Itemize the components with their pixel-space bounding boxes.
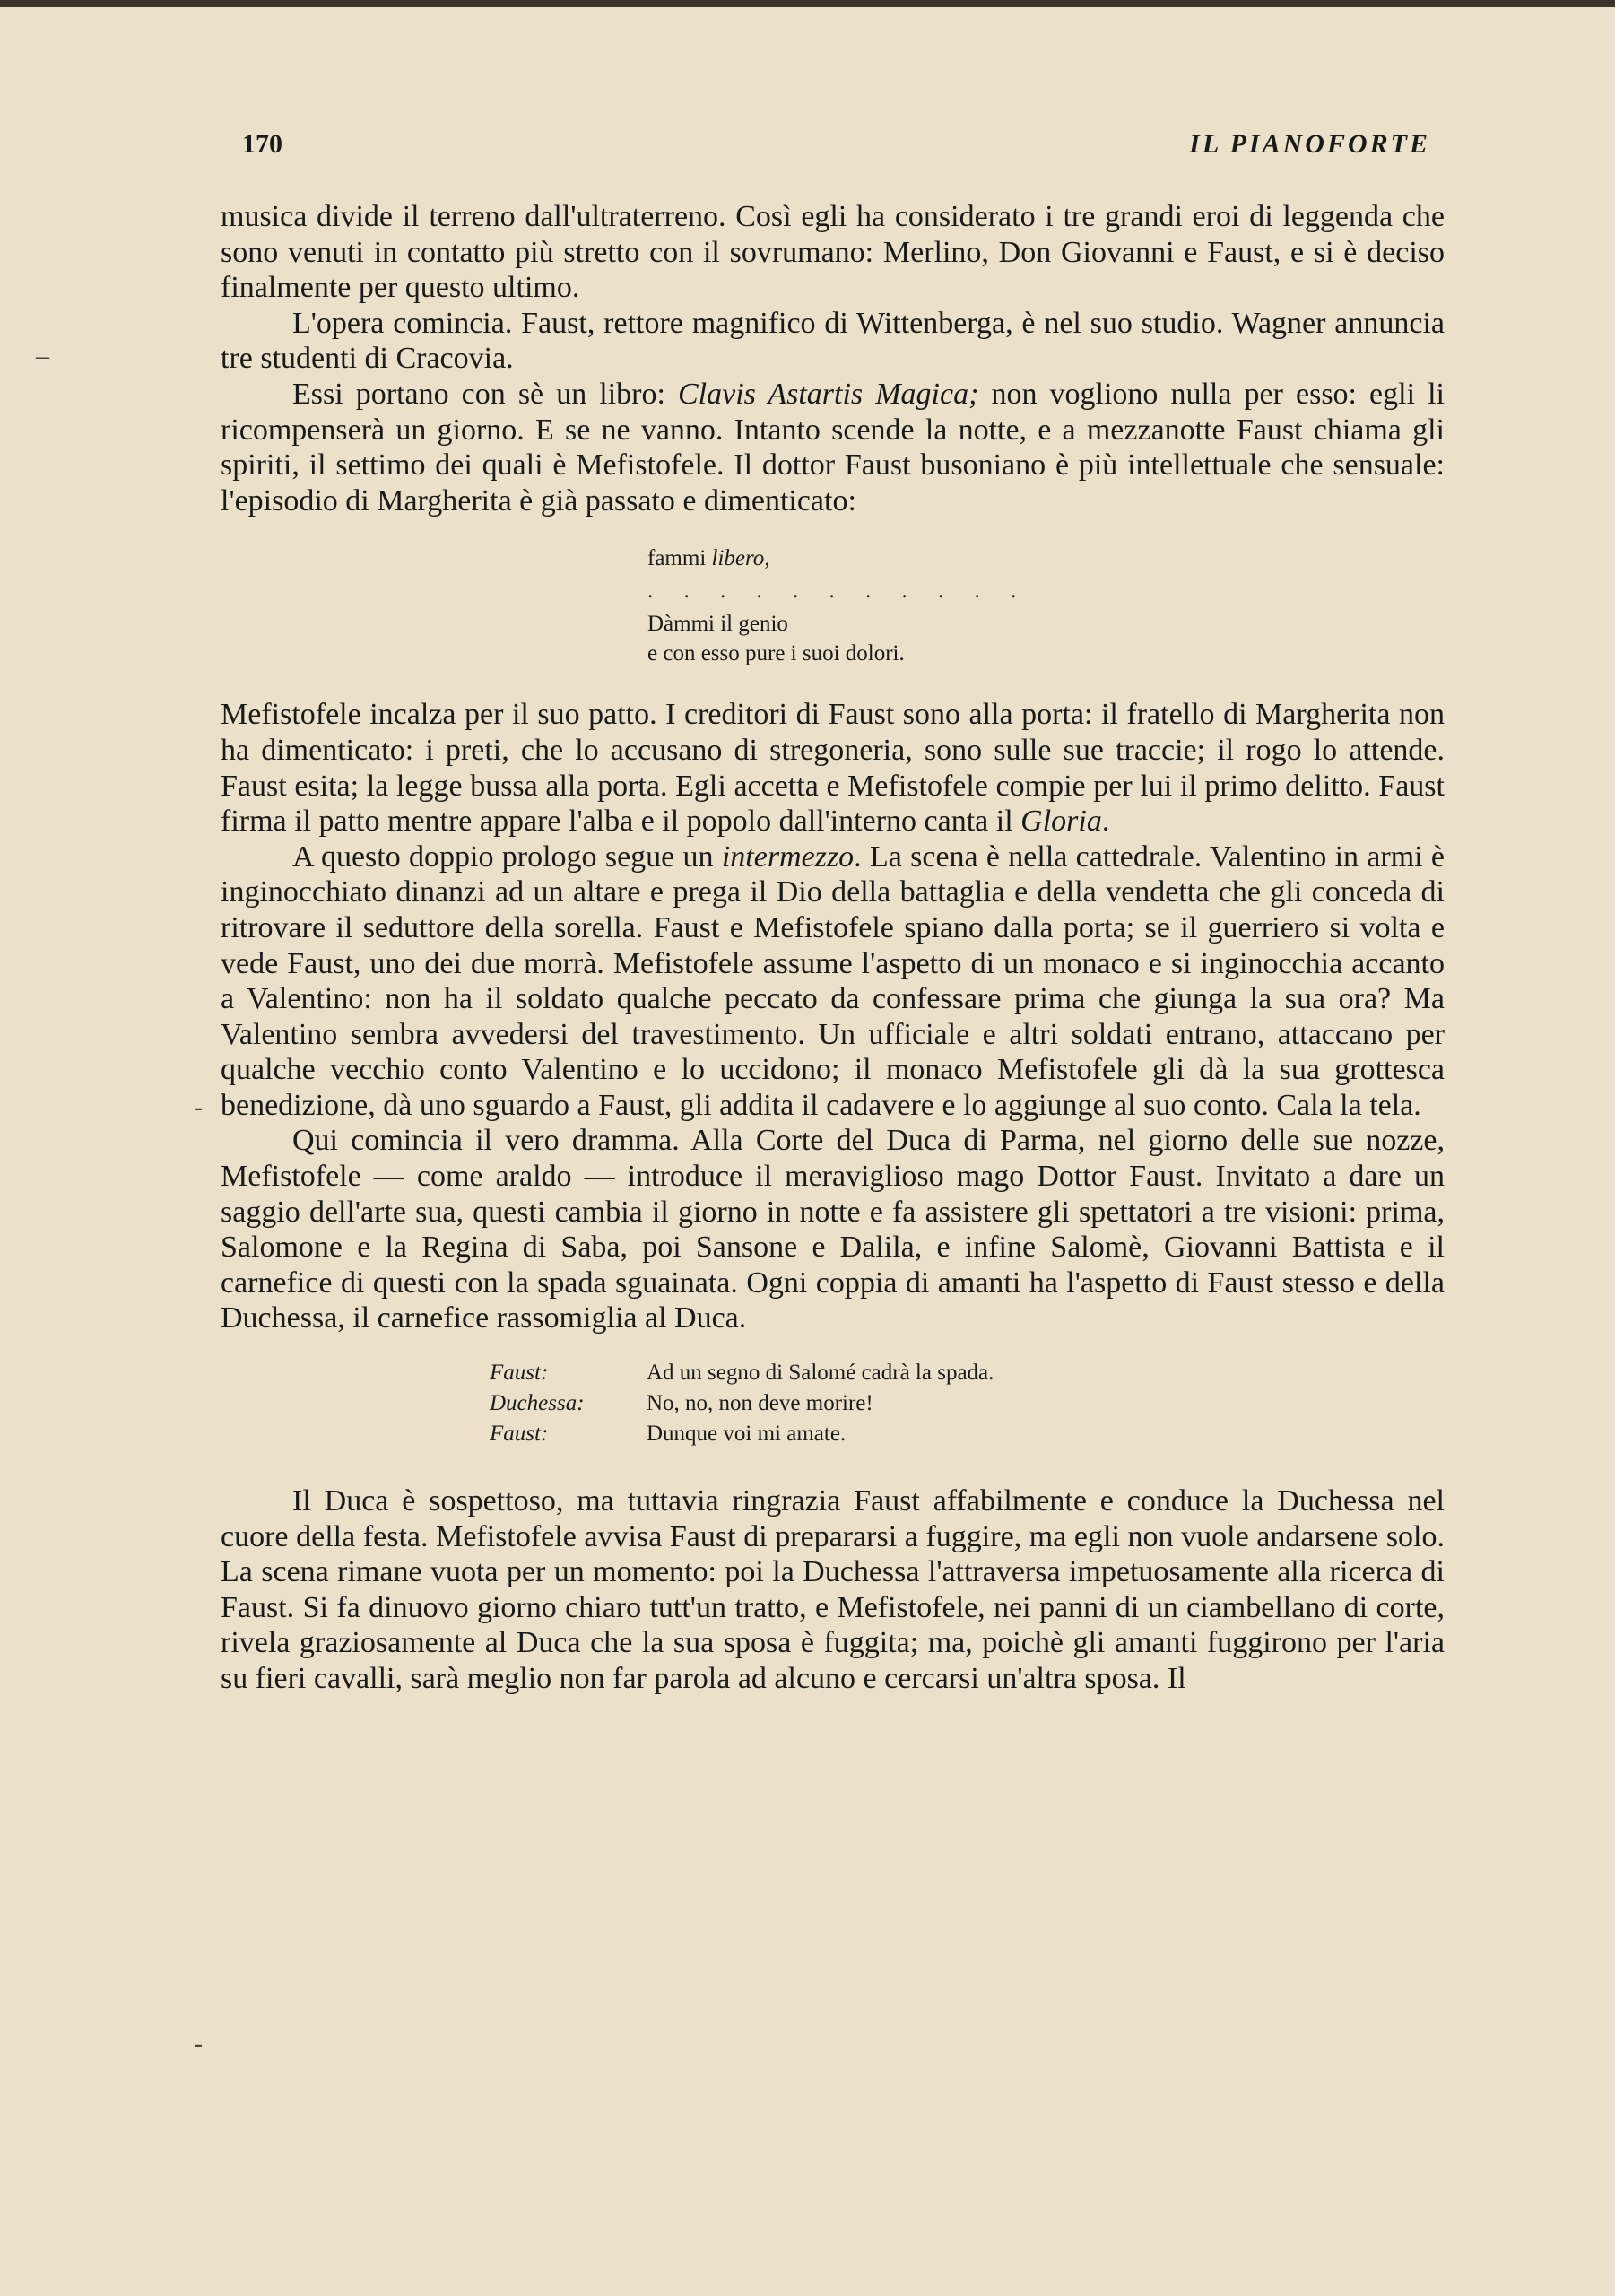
book-title: Clavis Astartis Magica; <box>678 377 979 411</box>
paragraph: Qui comincia il vero dramma. Alla Corte del Duca di Parma, nel giorno delle sue nozze, Mefistofele — come araldo — introduce il meraviglioso mago Dottor Faust. Invitato a dare un saggio dell'arte sua, questi cambia il giorno in notte e fa assistere gli spettatori a tre visioni: prima, Salomone e la Regina di Saba, poi Sansone e Dalila, e infine Salomè, Giovanni Battista e il carnefice di questi con la spada sguainata. Ogni coppia di amanti ha l'aspetto di Faust stesso e della Duchessa, il carnefice rassomiglia al Duca. <box>221 1124 1445 1335</box>
emphasis: Gloria <box>1020 804 1102 839</box>
page-number: 170 <box>242 129 282 159</box>
margin-mark: - <box>194 2029 203 2058</box>
margin-mark: – <box>36 341 49 370</box>
verse-line: Dàmmi il genio <box>647 612 788 637</box>
verse-emphasis: libero, <box>711 546 770 571</box>
dialogue-line: No, no, non deve morire! <box>647 1391 873 1416</box>
speaker-name: Duchessa: <box>490 1391 585 1416</box>
paragraph: musica divide il terreno dall'ultraterreno. Così egli ha considerato i tre grandi eroi di leggenda che sono venuti in contatto più stretto con il sovrumano: Merlino, Don Giovanni e Faust, e si è deciso finalmente per questo ultimo. <box>221 200 1445 305</box>
paragraph <box>221 839 1445 1124</box>
paragraph-text: . La scena è nella cattedrale. Valentino in armi è inginocchiato dinanzi ad un altare e prega il Dio della battaglia e della vendetta che gli conceda di ritrovare il seduttore della sorella. Faust e Mefistofele spiano dalla porta; se il guerriero si volta e vede Faust, uno dei due morrà. Mefistofele assume l'aspetto di un monaco e si inginocchia accanto a Valentino: non ha il soldato qualche peccato da confessare prima che giunga la sua ora? Ma Valentino sembra avvedersi del travestimento. Un ufficiale e altri soldati entrano, attaccano per qualche vecchio conto Valentino e lo uccidono; il monaco Mefistofele gli dà la sua grottesca benedizione, dà uno sguardo a Faust, gli addita il cadavere e lo aggiunge al suo conto. Cala la tela. <box>221 839 1445 1122</box>
paragraph: Il Duca è sospettoso, ma tuttavia ringrazia Faust affabilmente e conduce la Duchessa nel cuore della festa. Mefistofele avvisa Faust di prepararsi a fuggire, ma egli non vuole andarsene solo. La scena rimane vuota per un momento: poi la Duchessa l'attraversa impetuosamente alla ricerca di Faust. Si fa dinuovo giorno chiaro tutt'un tratto, e Mefistofele, nei panni di un ciambellano di corte, rivela graziosamente al Duca che la sua sposa è fuggita; ma, poichè gli amanti fuggirono per l'aria su fieri cavalli, sarà meglio non far parola ad alcuno e cercarsi un'altra sposa. Il <box>221 1484 1445 1695</box>
dialogue-quote <box>490 1358 1445 1449</box>
paragraph <box>221 377 1445 518</box>
dialogue-line: Dunque voi mi amate. <box>647 1422 847 1447</box>
paragraph: L'opera comincia. Faust, rettore magnifico di Wittenberga, è nel suo studio. Wagner annuncia tre studenti di Cracovia. <box>221 306 1445 376</box>
speaker-name: Faust: <box>490 1361 549 1386</box>
paragraph-text: non vogliono nulla per esso: egli li ricompenserà un giorno. E se ne vanno. Intanto scende la notte, e a mezzanotte Faust chiama gli spiriti, il settimo dei quali è Mefistofele. Il dottor Faust busoniano è più intellettuale che sensuale: l'episodio di Margherita è già passato e dimenticato: <box>221 377 1445 517</box>
verse-line: fammi libero, <box>647 546 770 571</box>
paragraph-text: A questo doppio prologo segue un <box>292 839 722 874</box>
verse-ellipsis: . . . . . . . . . . . <box>647 578 1029 604</box>
page-edge <box>0 0 1615 7</box>
dialogue-row <box>490 1388 1445 1419</box>
paragraph-text: Mefistofele incalza per il suo patto. I creditori di Faust sono alla porta: il fratello di Margherita non ha dimenticato: i preti, che lo accusano di stregoneria, sono sulle sue traccie; il rogo lo attende. Faust esita; la legge bussa alla porta. Egli accetta e Mefistofele compie per lui il primo delitto. Faust firma il patto mentre appare l'alba e il popolo dall'interno canta il <box>221 698 1445 839</box>
running-head <box>242 129 1430 165</box>
verse-quote <box>647 544 1445 668</box>
body-text <box>221 199 1445 1697</box>
emphasis: intermezzo <box>721 839 855 874</box>
paragraph-text: Essi portano con sè un libro: <box>292 377 678 411</box>
margin-mark: - <box>194 1092 203 1122</box>
paragraph: Mefistofele incalza per il suo patto. I creditori di Faust sono alla porta: il fratello di Margherita non ha dimenticato: i preti, che lo accusano di stregoneria, sono sulle sue traccie; il rogo lo attende. Faust esita; la legge bussa alla porta. Egli accetta e Mefistofele compie per lui il primo delitto. Faust firma il patto mentre appare l'alba e il popolo dall'interno canta il Gloria. <box>221 698 1445 839</box>
running-title: IL PIANOFORTE <box>1189 129 1430 159</box>
dialogue-line: Ad un segno di Salomé cadrà la spada. <box>647 1361 994 1386</box>
speaker-name: Faust: <box>490 1422 549 1447</box>
dialogue-row <box>490 1358 1445 1388</box>
dialogue-row <box>490 1419 1445 1449</box>
verse-line: e con esso pure i suoi dolori. <box>647 641 905 666</box>
